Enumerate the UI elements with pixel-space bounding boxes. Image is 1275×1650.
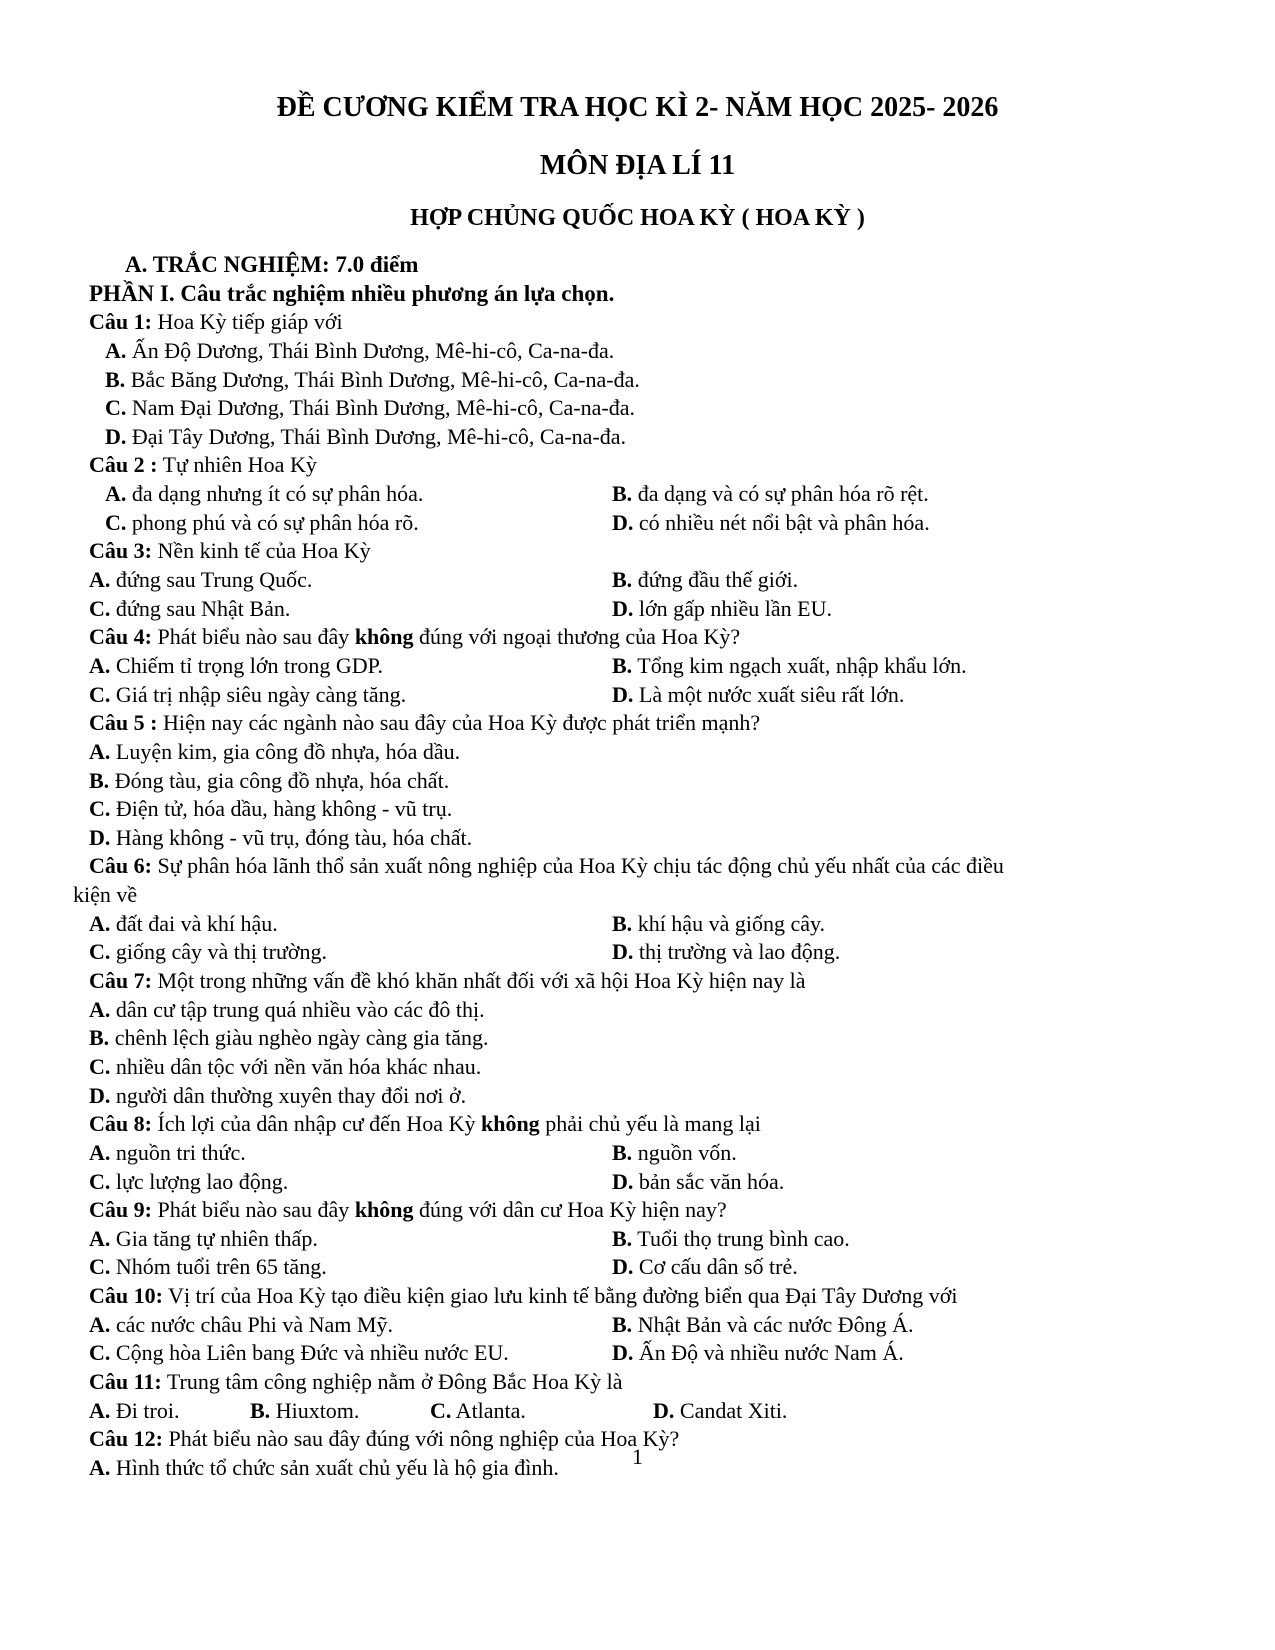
option-key: B. (612, 1311, 633, 1337)
option-key: D. (612, 1254, 634, 1280)
option-key: A. (105, 481, 127, 507)
option-key: C. (89, 1053, 111, 1079)
option-row-8cd (75, 1168, 1155, 1197)
option-5c (75, 795, 1155, 824)
option-key: C. (105, 395, 127, 421)
option-11d (653, 1397, 787, 1426)
option-row-2cd (75, 509, 1155, 538)
option-text: Tổng kim ngạch xuất, nhập khẩu lớn. (632, 652, 967, 678)
question-5 (75, 709, 1155, 738)
option-text: Nam Đại Dương, Thái Bình Dương, Mê-hi-cô, Ca-na-đa. (126, 395, 635, 421)
option-text: đứng sau Trung Quốc. (110, 567, 313, 593)
option-key: C. (89, 1168, 111, 1194)
option-key: B. (89, 1025, 110, 1051)
option-text: thị trường và lao động. (633, 939, 841, 965)
question-emphasis: không (354, 624, 414, 650)
option-6c (89, 939, 327, 964)
option-10b (612, 1311, 914, 1340)
option-text: lớn gấp nhiều lần EU. (633, 595, 832, 621)
question-8 (75, 1110, 1155, 1139)
option-5a (75, 738, 1155, 767)
option-3a (89, 567, 312, 592)
option-text: Nhóm tuổi trên 65 tăng. (110, 1254, 327, 1280)
question-label: Câu 3: (89, 538, 152, 564)
question-emphasis: không (480, 1111, 540, 1137)
question-4 (75, 623, 1155, 652)
question-text: Phát biểu nào sau đây (151, 1197, 355, 1223)
option-row-9ab (75, 1225, 1155, 1254)
option-text: người dân thường xuyên thay đổi nơi ở. (110, 1082, 467, 1108)
question-text: Nền kinh tế của Hoa Kỳ (151, 538, 371, 564)
option-text: có nhiều nét nổi bật và phân hóa. (633, 509, 930, 535)
option-row-3ab (75, 566, 1155, 595)
option-key: A. (89, 996, 111, 1022)
option-key: B. (612, 481, 633, 507)
option-2c (105, 510, 419, 535)
option-text: đa dạng nhưng ít có sự phân hóa. (126, 481, 424, 507)
option-key: D. (89, 1082, 111, 1108)
option-key: D. (612, 939, 634, 965)
option-key: A. (89, 1454, 111, 1480)
option-1a (75, 337, 1155, 366)
option-text: Đóng tàu, gia công đồ nhựa, hóa chất. (109, 767, 450, 793)
option-text: Bắc Băng Dương, Thái Bình Dương, Mê-hi-cô, Ca-na-đa. (125, 366, 640, 392)
option-text: Giá trị nhập siêu ngày càng tăng. (110, 681, 407, 707)
option-text: Hình thức tổ chức sản xuất chủ yếu là hộ gia đình. (110, 1454, 559, 1480)
option-text: Cộng hòa Liên bang Đức và nhiều nước EU. (110, 1340, 509, 1366)
option-5d (75, 824, 1155, 853)
option-10d (612, 1339, 904, 1368)
option-key: D. (612, 681, 634, 707)
option-1d (75, 423, 1155, 452)
option-key: B. (612, 652, 633, 678)
option-text: Chiếm tỉ trọng lớn trong GDP. (110, 652, 383, 678)
option-text: dân cư tập trung quá nhiều vào các đô thị. (110, 996, 485, 1022)
option-11c (430, 1397, 526, 1426)
option-key: D. (653, 1397, 675, 1423)
option-1b (75, 366, 1155, 395)
option-2d (612, 509, 930, 538)
question-label: Câu 7: (89, 968, 152, 994)
option-key: C. (89, 595, 111, 621)
option-4b (612, 652, 967, 681)
option-key: A. (105, 337, 127, 363)
option-7b (75, 1024, 1155, 1053)
question-label: Câu 5 : (89, 710, 158, 736)
option-7c (75, 1053, 1155, 1082)
option-text: phong phú và có sự phân hóa rõ. (126, 509, 419, 535)
option-key: D. (612, 1340, 634, 1366)
option-9d (612, 1253, 798, 1282)
question-label: Câu 12: (89, 1426, 163, 1452)
section-a-heading: A. TRẮC NGHIỆM: 7.0 điểm (125, 252, 419, 277)
option-row-6cd (75, 938, 1155, 967)
option-key: A. (89, 910, 111, 936)
option-row-10ab (75, 1311, 1155, 1340)
question-emphasis: không (354, 1197, 414, 1223)
question-label: Câu 10: (89, 1283, 163, 1309)
option-text: nguồn tri thức. (110, 1139, 246, 1165)
option-10a (89, 1312, 393, 1337)
option-key: D. (105, 423, 127, 449)
question-text: đúng với dân cư Hoa Kỳ hiện nay? (413, 1197, 727, 1223)
option-4a (89, 653, 383, 678)
option-text: các nước châu Phi và Nam Mỹ. (110, 1311, 393, 1337)
question-6 (75, 852, 1155, 881)
option-4c (89, 682, 406, 707)
option-8a (89, 1140, 246, 1165)
option-8b (612, 1139, 737, 1168)
option-10c (89, 1340, 509, 1365)
option-5b (75, 767, 1155, 796)
option-key: A. (89, 738, 111, 764)
option-row-2ab (75, 480, 1155, 509)
question-text: Tự nhiên Hoa Kỳ (157, 452, 317, 478)
option-text: đa dạng và có sự phân hóa rõ rệt. (632, 481, 929, 507)
option-text: đất đai và khí hậu. (110, 910, 278, 936)
question-text: đúng với ngoại thương của Hoa Kỳ? (413, 624, 741, 650)
question-text: Phát biểu nào sau đây (151, 624, 355, 650)
question-text: Vị trí của Hoa Kỳ tạo điều kiện giao lưu kinh tế bằng đường biển qua Đại Tây Dương với (162, 1283, 958, 1309)
option-text: Nhật Bản và các nước Đông Á. (632, 1311, 914, 1337)
part-1-heading: PHẦN I. Câu trắc nghiệm nhiều phương án lựa chọn. (89, 280, 615, 306)
option-3b (612, 566, 798, 595)
option-8d (612, 1168, 784, 1197)
option-key: B. (612, 910, 633, 936)
page-number: 1 (632, 1444, 643, 1469)
option-text: bản sắc văn hóa. (633, 1168, 785, 1194)
option-text: nguồn vốn. (632, 1139, 737, 1165)
option-7d (75, 1082, 1155, 1111)
option-text: Là một nước xuất siêu rất lớn. (633, 681, 905, 707)
question-text: Trung tâm công nghiệp nằm ở Đông Bắc Hoa Kỳ là (161, 1368, 623, 1394)
option-4d (612, 681, 904, 710)
option-text: lực lượng lao động. (110, 1168, 289, 1194)
option-text: Luyện kim, gia công đồ nhựa, hóa dầu. (110, 738, 461, 764)
option-text: Đại Tây Dương, Thái Bình Dương, Mê-hi-cô, Ca-na-đa. (126, 423, 627, 449)
question-text: Hiện nay các ngành nào sau đây của Hoa Kỳ được phát triển mạnh? (157, 710, 761, 736)
option-9b (612, 1225, 850, 1254)
question-1 (75, 308, 1155, 337)
option-text: giống cây và thị trường. (110, 939, 328, 965)
option-row-11 (75, 1397, 1155, 1426)
question-6-continuation: kiện về (73, 882, 138, 908)
option-text: Điện tử, hóa dầu, hàng không - vũ trụ. (110, 796, 453, 822)
option-text: Ấn Độ và nhiều nước Nam Á. (633, 1340, 904, 1366)
question-label: Câu 4: (89, 624, 152, 650)
option-key: C. (89, 796, 111, 822)
option-2b (612, 480, 929, 509)
option-key: C. (89, 681, 111, 707)
option-key: D. (612, 509, 634, 535)
option-text: nhiều dân tộc với nền văn hóa khác nhau. (110, 1053, 482, 1079)
option-key: D. (89, 824, 111, 850)
question-9 (75, 1196, 1155, 1225)
question-text: Ích lợi của dân nhập cư đến Hoa Kỳ (151, 1111, 481, 1137)
question-label: Câu 6: (89, 853, 152, 879)
option-text: chênh lệch giàu nghèo ngày càng gia tăng. (109, 1025, 489, 1051)
exam-body (75, 251, 1155, 1483)
option-key: C. (430, 1397, 452, 1423)
option-6a (89, 911, 278, 936)
option-key: B. (612, 1139, 633, 1165)
option-key: C. (89, 1340, 111, 1366)
option-row-9cd (75, 1253, 1155, 1282)
option-11b (250, 1397, 359, 1426)
question-10 (75, 1282, 1155, 1311)
question-label: Câu 2 : (89, 452, 158, 478)
option-key: A. (89, 1311, 111, 1337)
option-key: B. (612, 567, 633, 593)
option-11a (89, 1398, 179, 1423)
option-text: khí hậu và giống cây. (632, 910, 826, 936)
option-key: A. (89, 652, 111, 678)
question-7 (75, 967, 1155, 996)
option-2a (105, 481, 423, 506)
option-9c (89, 1254, 327, 1279)
option-text: Cơ cấu dân số trẻ. (633, 1254, 798, 1280)
option-3c (89, 596, 290, 621)
option-text: đứng sau Nhật Bản. (110, 595, 291, 621)
option-text: Atlanta. (451, 1397, 526, 1423)
question-11 (75, 1368, 1155, 1397)
option-text: Ấn Độ Dương, Thái Bình Dương, Mê-hi-cô, Ca-na-đa. (126, 337, 615, 363)
question-text: Sự phân hóa lãnh thổ sản xuất nông nghiệp của Hoa Kỳ chịu tác động chủ yếu nhất của các điều (151, 853, 1004, 879)
option-key: C. (105, 509, 127, 535)
option-key: C. (89, 1254, 111, 1280)
question-label: Câu 8: (89, 1111, 152, 1137)
option-row-4cd (75, 681, 1155, 710)
option-key: B. (89, 767, 110, 793)
question-text: phải chủ yếu là mang lại (539, 1111, 761, 1137)
option-key: B. (105, 366, 126, 392)
question-3 (75, 537, 1155, 566)
topic-title: HỢP CHỦNG QUỐC HOA KỲ ( HOA KỲ ) (410, 205, 865, 231)
option-9a (89, 1226, 318, 1251)
option-key: A. (89, 1139, 111, 1165)
option-row-8ab (75, 1139, 1155, 1168)
option-key: C. (89, 939, 111, 965)
option-text: Candat Xiti. (674, 1397, 788, 1423)
option-3d (612, 595, 832, 624)
option-text: Hàng không - vũ trụ, đóng tàu, hóa chất. (110, 824, 473, 850)
option-8c (89, 1169, 288, 1194)
option-key: D. (612, 1168, 634, 1194)
option-key: A. (89, 1225, 111, 1251)
option-text: Gia tăng tự nhiên thấp. (110, 1225, 318, 1251)
option-6b (612, 910, 825, 939)
option-text: Hiuxtom. (270, 1397, 360, 1423)
question-label: Câu 11: (89, 1368, 162, 1394)
question-2 (75, 451, 1155, 480)
question-label: Câu 1: (89, 309, 152, 335)
option-text: đứng đầu thế giới. (632, 567, 799, 593)
option-1c (75, 394, 1155, 423)
question-text: Một trong những vấn đề khó khăn nhất đối với xã hội Hoa Kỳ hiện nay là (151, 968, 806, 994)
option-6d (612, 938, 840, 967)
question-text: Phát biểu nào sau đây đúng với nông nghiệp của Hoa Kỳ? (162, 1426, 680, 1452)
option-row-4ab (75, 652, 1155, 681)
question-label: Câu 9: (89, 1197, 152, 1223)
option-text: Tuổi thọ trung bình cao. (632, 1225, 850, 1251)
subject-title: MÔN ĐỊA LÍ 11 (539, 150, 736, 181)
document-title: ĐỀ CƯƠNG KIỂM TRA HỌC KÌ 2- NĂM HỌC 2025- 2026 (276, 92, 999, 123)
option-7a (75, 996, 1155, 1025)
option-key: B. (612, 1225, 633, 1251)
option-row-10cd (75, 1339, 1155, 1368)
option-key: A. (89, 567, 111, 593)
option-text: Đi troi. (110, 1397, 180, 1423)
option-row-3cd (75, 595, 1155, 624)
option-row-6ab (75, 910, 1155, 939)
option-key: D. (612, 595, 634, 621)
option-key: A. (89, 1397, 111, 1423)
option-key: B. (250, 1397, 271, 1423)
question-text: Hoa Kỳ tiếp giáp với (151, 309, 343, 335)
